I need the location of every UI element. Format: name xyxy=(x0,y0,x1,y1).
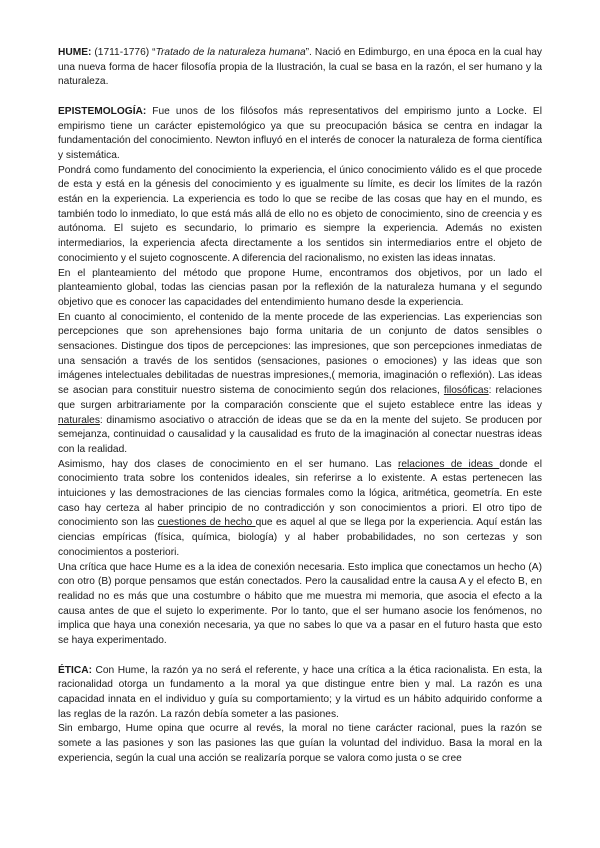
hume-book-title: Tratado de la naturaleza humana xyxy=(155,47,306,58)
epistemologia-text-1: Fue unos de los filósofos más representativos del empirismo junto a Locke. El empirismo tiene un carácter epistemológico ya que su preocupación básica se centra en indagar la fundamentación del conocimiento. Newton influyó en el interés de conocer la naturaleza de forma científica y sistemática. xyxy=(58,105,542,161)
document-page xyxy=(58,46,542,766)
etica-text-1: Con Hume, la razón ya no será el referente, y hace una crítica a la ética racionalista. En esta, la racionalidad otorga un fundamento a la moral ya que distingue entre bien y mal. La razón es una capacidad innata en el individuo y guía su comportamiento; y la virtud es un hábito adquirido conforme a las reglas de la razón. La razón debía someter a las pasiones. xyxy=(58,664,542,720)
hume-intro-paragraph xyxy=(58,46,542,90)
section-gap xyxy=(58,90,542,105)
etica-heading: ÉTICA: xyxy=(58,664,92,676)
epistemologia-paragraph-3: En el planteamiento del método que propone Hume, encontramos dos objetivos, por un lado el planteamiento global, todas las ciencias pasan por la reflexión de la naturaleza humana y el segundo objetivo que es conocer las capacidades del entendimiento humano desde la experiencia. xyxy=(58,267,542,308)
hume-intro-text: ”. Nació en Edimburgo, en una época en la cual hay una nueva forma de hacer filosofía propia de la Ilustración, la cual se basa en la razón, el ser humano y la naturaleza. xyxy=(58,47,542,88)
epistemologia-paragraph-1 xyxy=(58,105,542,164)
epistemologia-paragraph-6: Una crítica que hace Hume es a la idea de conexión necesaria. Esto implica que conectamos un hecho (A) con otro (B) porque pensamos que están conectados. Pero la causalidad entre la causa A y el efecto B, en realidad no es más que una costumbre o hábito que me muestra mi memoria, que asocia el efecto a la causa antes de que el sujeto lo experimente. Por lo tanto, que el ser humano asocie los fenómenos, no implica que haya una conexión necesaria, ya que no sabes lo que va a pasar en el futuro hasta que esto se haya experimentado. xyxy=(58,561,542,647)
term-cuestiones-de-hecho: cuestiones de hecho xyxy=(157,517,256,529)
epistemologia-heading: EPISTEMOLOGÍA: xyxy=(58,105,147,117)
p4-text-a: En cuanto al conocimiento, el contenido de la mente procede de las experiencias. Las experiencias son percepciones que son aprehensiones bajo forma unitaria de un conjunto de datos sensibles o sensaciones. Distingue dos tipos de percepciones: las impresiones, que son percepciones inmediatas de una sensación a través de los sentidos (sensaciones, pasiones o emociones) y las ideas que son imágenes intelectuales debilitadas de nuestras impresiones,( memoria, imaginación o reflexión). Las ideas se asocian para constituir nuestro sistema de conocimiento según dos relaciones, xyxy=(58,311,542,397)
p4-text-b: : relaciones que surgen arbitrariamente por la comparación consciente que el sujeto establece entre las ideas y xyxy=(58,385,542,411)
hume-dates: (1711-1776) “ xyxy=(91,47,156,58)
epistemologia-paragraph-4 xyxy=(58,311,542,458)
term-filosoficas: filosóficas xyxy=(443,385,489,397)
section-gap xyxy=(58,649,542,664)
etica-paragraph-2: Sin embargo, Hume opina que ocurre al revés, la moral no tiene carácter racional, pues la razón se somete a las pasiones y son las pasiones las que guían la voluntad del individuo. Basa la moral en la experiencia, según la cual una acción se realizaría porque se valora como justa o se cree xyxy=(58,723,542,764)
epistemologia-paragraph-5 xyxy=(58,458,542,561)
epistemologia-paragraph-2: Pondrá como fundamento del conocimiento la experiencia, el único conocimiento válido es el que procede de esta y está en la génesis del conocimiento y es igualmente su límite, es decir los límites de la razón están en la experiencia. La experiencia es todo lo que se recibe de las cosas que hay en el mundo, es también todo lo inmediato, lo que está más allá de ello no es objeto de conocimiento, sino de creencia y es autónoma. El sujeto es secundario, lo primario es siempre la experiencia. Además no existen intermediarios, la experiencia afecta directamente a los sentidos sin intermediarios entre el objeto de conocimiento y el sujeto cognoscente. A diferencia del racionalismo, no existen las ideas innatas. xyxy=(58,164,542,264)
term-naturales: naturales xyxy=(58,414,100,426)
term-relaciones-de-ideas: relaciones de ideas xyxy=(397,458,500,470)
p5-text-b: donde el conocimiento trata sobre los contenidos ideales, sin referirse a lo existente. A estas pertenecen las intuiciones y las demostraciones de las ciencias formales como la lógica, aritmética, geometría. En este caso hay certeza al haber principio de no contradicción y son conocimientos a priori. El otro tipo de conocimiento son las xyxy=(58,458,542,529)
p5-text-a: Asimismo, hay dos clases de conocimiento en el ser humano. Las xyxy=(58,458,398,470)
etica-paragraph-1 xyxy=(58,664,542,723)
p4-text-c: : dinamismo asociativo o atracción de ideas que se da en la mente del sujeto. Se producen por semejanza, continuidad o causalidad y la causalidad es fruto de la imaginación al conectar nuestras ideas con la realidad. xyxy=(58,414,542,455)
p5-text-c: que es aquel al que se llega por la experiencia. Aquí están las ciencias empíricas (física, química, biología) y al haber probabilidades, no son certezas y son conocimientos a posteriori. xyxy=(58,517,542,558)
hume-heading: HUME: xyxy=(58,47,92,58)
